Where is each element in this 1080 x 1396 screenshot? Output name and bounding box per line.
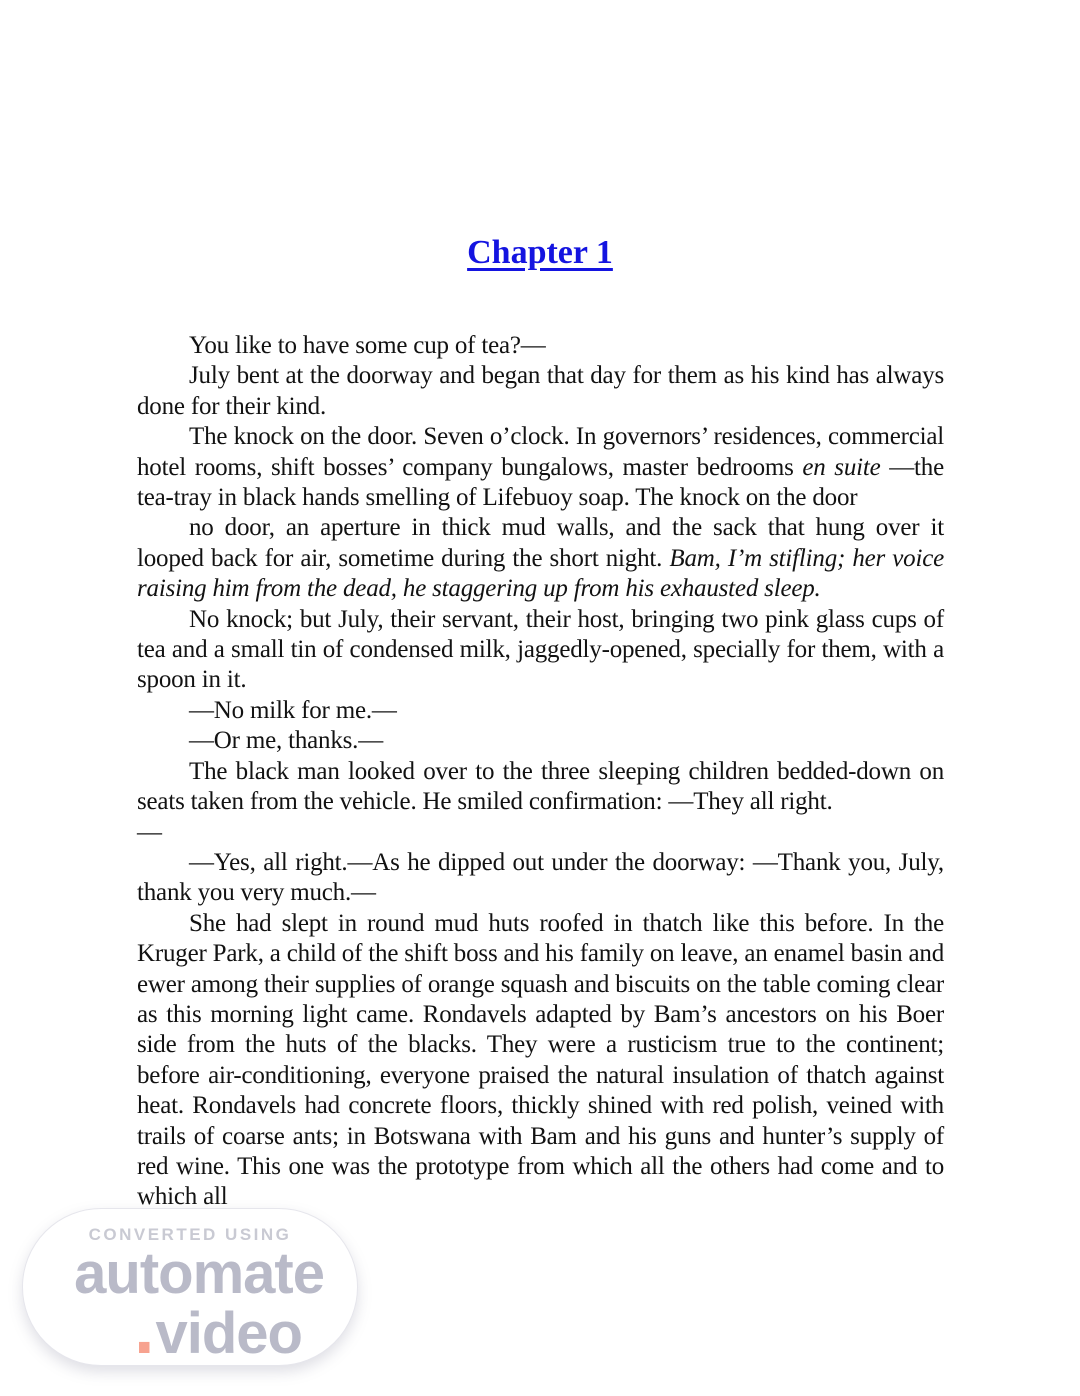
paragraph (137, 331, 944, 361)
paragraph (137, 513, 944, 604)
text-run: You like to have some cup of tea?— (189, 332, 546, 359)
text-run: no door, an aperture in thick mud walls, and the sack that hung over it looped back for air, sometime during the short night. (137, 514, 944, 572)
text-run: —the tea-tray in black hands smelling of Lifebuoy soap. The knock on the door (137, 453, 944, 512)
text-run: —No milk for me.— (189, 696, 397, 724)
paragraph (137, 726, 944, 756)
watermark-converted-using-label: CONVERTED USING (88, 1225, 292, 1244)
paragraph (137, 909, 944, 1213)
text-run: The black man looked over to the three sleeping children bedded-down on seats taken from the vehicle. He smiled confirmation: —They all right. (137, 757, 944, 816)
text-run: July bent at the doorway and began that day for them as his kind has always done for their kind. (137, 362, 944, 420)
paragraph (137, 696, 944, 726)
text-run: —Or me, thanks.— (189, 727, 383, 755)
watermark-brand-automate: automate (74, 1241, 324, 1306)
paragraph (137, 757, 944, 848)
watermark-badge (22, 1208, 358, 1369)
text-run: The knock on the door. Seven o’clock. In governors’ residences, commercial hotel rooms, shift bosses’ company bungalows, master bedrooms (137, 423, 944, 481)
body-text (137, 331, 944, 1213)
paragraph (137, 848, 944, 909)
text-run: No knock; but July, their servant, their host, bringing two pink glass cups of tea and a small tin of condensed milk, jaggedly-opened, specially for them, with a spoon in it. (137, 605, 944, 694)
watermark-brand-video (133, 1286, 302, 1369)
italic-text-run: en suite (802, 453, 881, 481)
paragraph (137, 422, 944, 513)
watermark-video-text: video (155, 1301, 302, 1366)
text-run: — (137, 818, 162, 846)
italic-text-run: Bam, I’m stifling; her voice raising him from the dead, he staggering up from his exhausted sleep. (137, 544, 944, 603)
paragraph (137, 361, 944, 422)
text-run: She had slept in round mud huts roofed in thatch like this before. In the Kruger Park, a child of the shift boss and his family on leave, an enamel basin and ewer among their supplies of orange squash and biscuits on the table coming clear as this morning light came. Rondavels adapted by Bam’s ancestors on his Boer side from the huts of the blacks. They were a rusticism true to the continent; before air-conditioning, everyone praised the natural insulation of thatch against heat. Rondavels had concrete floors, thickly shined with red polish, veined with trails of coarse ants; in Botswana with Bam and his guns and hunter’s supply of red wine. This one was the prototype from which all the others had come and to which all (137, 909, 944, 1211)
paragraph (137, 605, 944, 696)
chapter-title-link[interactable]: Chapter 1 (467, 234, 613, 271)
text-run: —Yes, all right.—As he dipped out under the doorway: —Thank you, July, thank you very much.— (137, 848, 944, 907)
watermark-dot-icon: . (133, 1286, 154, 1369)
